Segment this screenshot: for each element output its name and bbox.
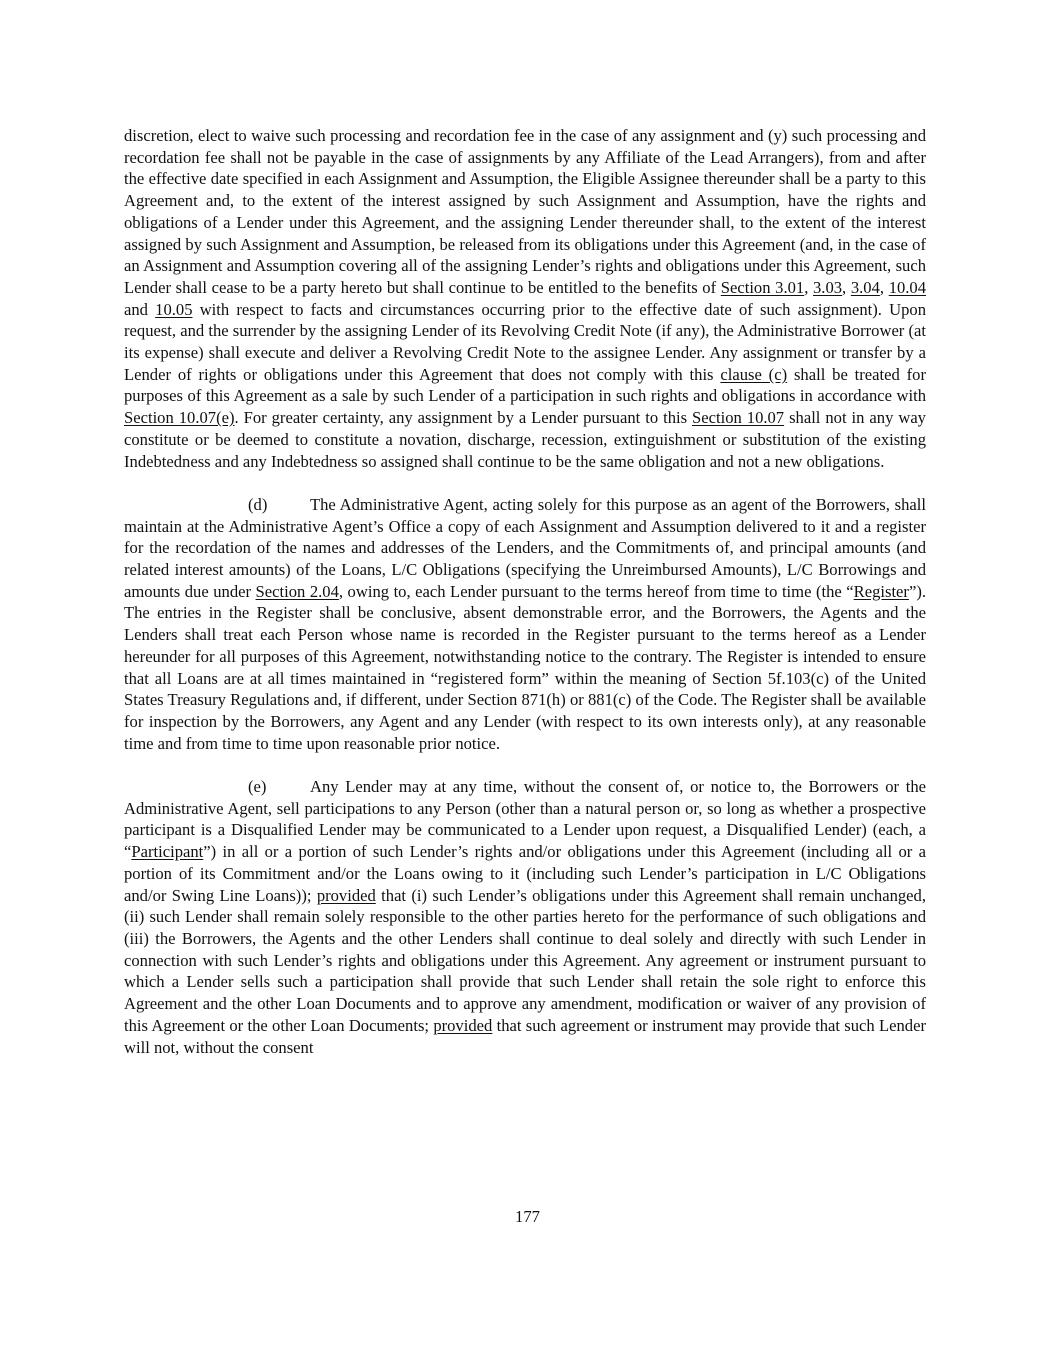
section-3-01-reference: Section 3.01: [720, 277, 805, 297]
provided-term: provided: [433, 1015, 493, 1035]
paragraph-d: (d) The Administrative Agent, acting solely for this purpose as an agent of the Borrowers, shall maintain at the Administrative Agent’s Office a copy of each Assignment and Assumption delivered to it and a register for the recordation of the names and addresses of the Lenders, and the Commitments of, and principal amounts (and related interest amounts) of the Loans, L/C Obligations (specifying the Unreimbursed Amounts), L/C Borrowings and amounts due under Section 2.04, owing to, each Lender pursuant to the terms hereof from time to time (the “Register”). The entries in the Register shall be conclusive, absent demonstrable error, and the Borrowers, the Agents and the Lenders shall treat each Person whose name is recorded in the Register pursuant to the terms hereof as a Lender hereunder for all purposes of this Agreement, notwithstanding notice to the contrary. The Register is intended to ensure that all Loans are at all times maintained in “registered form” within the meaning of Section 5f.103(c) of the United States Treasury Regulations and, if different, under Section 871(h) or 881(c) of the Code. The Register shall be available for inspection by the Borrowers, any Agent and any Lender (with respect to its own interests only), at any reasonable time and from time to time upon reasonable prior notice.: [124, 494, 926, 753]
paragraph-c-continuation: discretion, elect to waive such processing and recordation fee in the case of any assignment and (y) such processing and recordation fee shall not be payable in the case of assignments by any Affiliate of the Lead Arrangers), from and after the effective date specified in each Assignment and Assumption, the Eligible Assignee thereunder shall be a party to this Agreement and, to the extent of the interest assigned by such Assignment and Assumption, have the rights and obligations of a Lender under this Agreement, and the assigning Lender thereunder shall, to the extent of the interest assigned by such Assignment and Assumption, be released from its obligations under this Agreement (and, in the case of an Assignment and Assumption covering all of the assigning Lender’s rights and obligations under this Agreement, such Lender shall cease to be a party hereto but shall continue to be entitled to the benefits of Section 3.01, 3.03, 3.04, 10.04 and 10.05 with respect to facts and circumstances occurring prior to the effective date of such assignment). Upon request, and the surrender by the assigning Lender of its Revolving Credit Note (if any), the Administrative Borrower (at its expense) shall execute and deliver a Revolving Credit Note to the assignee Lender. Any assignment or transfer by a Lender of rights or obligations under this Agreement that does not comply with this clause (c) shall be treated for purposes of this Agreement as a sale by such Lender of a participation in such rights and obligations in accordance with Section 10.07(e). For greater certainty, any assignment by a Lender pursuant to this Section 10.07 shall not in any way constitute or be deemed to constitute a novation, discharge, recession, extinguishment or substitution of the existing Indebtedness and any Indebtedness so assigned shall continue to be the same obligation and not a new obligations.: [124, 126, 927, 471]
body-text: [124, 125, 926, 1058]
section-3-04-reference: 3.04: [850, 277, 880, 297]
provided-term: provided: [316, 885, 376, 905]
section-10-05-reference: 10.05: [155, 299, 193, 319]
clause-c-reference: clause (c): [720, 364, 788, 384]
paragraph-e-label: (e): [248, 777, 267, 797]
paragraph-d-label: (d): [248, 494, 268, 514]
register-defined-term: Register: [853, 581, 909, 601]
section-2-04-reference: Section 2.04: [255, 581, 339, 601]
participant-defined-term: Participant: [131, 842, 204, 862]
section-10-04-reference: 10.04: [888, 277, 927, 297]
paragraph-e: (e) Any Lender may at any time, without the consent of, or notice to, the Borrowers or the Administrative Agent, sell participations to any Person (other than a natural person or, so long as whether a prospective participant is a Disqualified Lender may be communicated to a Lender upon request, a Disqualified Lender) (each, a “Participant”) in all or a portion of such Lender’s rights and/or obligations under this Agreement (including all or a portion of its Commitment and/or the Loans owing to it (including such Lender’s participation in L/C Obligations and/or Swing Line Loans)); provided that (i) such Lender’s obligations under this Agreement shall remain unchanged, (ii) such Lender shall remain solely responsible to the other parties hereto for the performance of such obligations and (iii) the Borrowers, the Agents and the other Lenders shall continue to deal solely and directly with such Lender in connection with such Lender’s rights and obligations under this Agreement. Any agreement or instrument pursuant to which a Lender sells such a participation shall provide that such Lender shall retain the sole right to enforce this Agreement and the other Loan Documents and to approve any amendment, modification or waiver of any provision of this Agreement or the other Loan Documents; provided that such agreement or instrument may provide that such Lender will not, without the consent: [124, 777, 926, 1057]
page-number: 177: [515, 1207, 540, 1226]
section-10-07e-reference: Section 10.07(e): [124, 408, 235, 428]
section-10-07-reference: Section 10.07: [692, 408, 785, 428]
section-3-03-reference: 3.03: [813, 277, 843, 297]
